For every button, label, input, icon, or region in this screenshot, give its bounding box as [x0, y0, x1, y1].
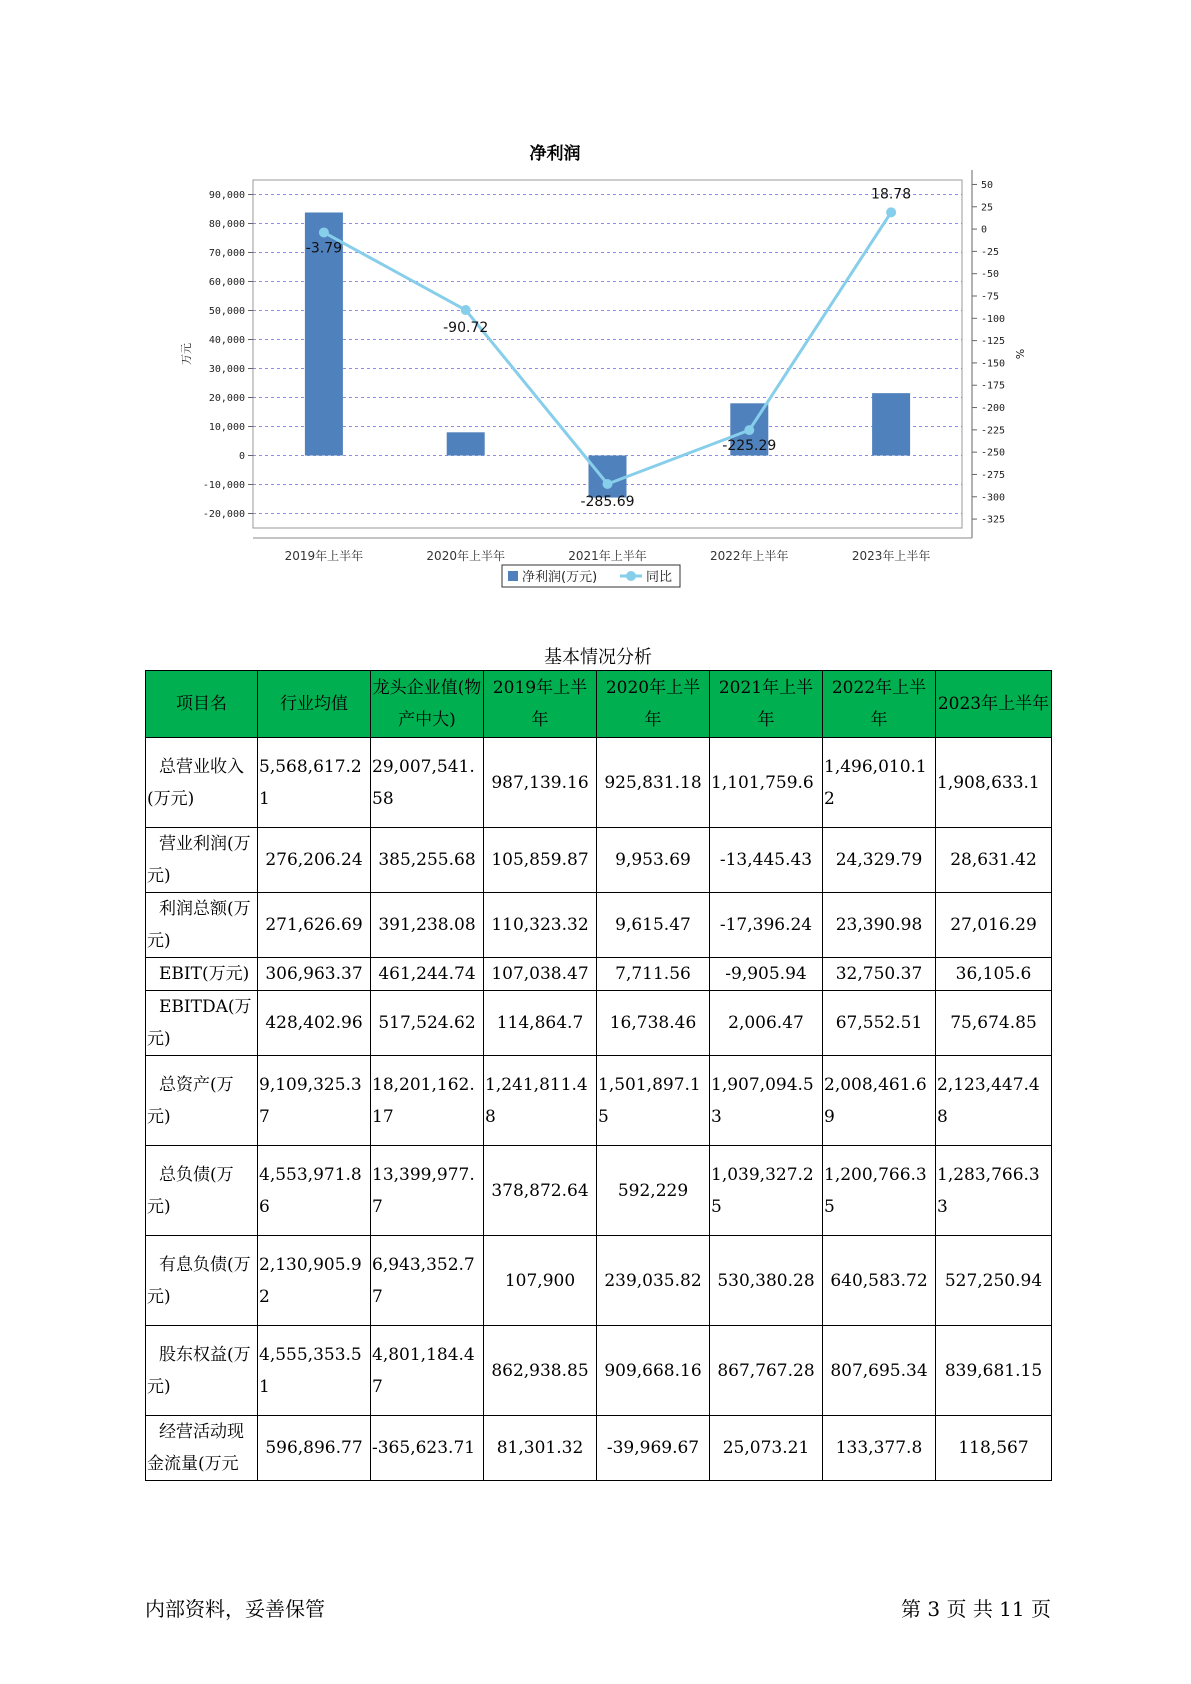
table-cell: 36,105.6: [936, 958, 1052, 991]
table-cell: 18,201,162.17: [371, 1056, 484, 1146]
table-cell: 909,668.16: [597, 1326, 710, 1416]
table-row: [146, 1236, 1052, 1326]
table-row: [146, 738, 1052, 828]
table-cell: 133,377.8: [823, 1416, 936, 1481]
table-cell: 32,750.37: [823, 958, 936, 991]
table-cell: 1,908,633.1: [936, 738, 1052, 828]
data-label-2: -285.69: [580, 494, 635, 511]
data-label-4: 18.78: [871, 186, 912, 203]
table-cell: 110,323.32: [484, 893, 597, 958]
y-tick-label: 60,000: [208, 277, 245, 288]
y2-tick-label: 0: [981, 224, 988, 236]
table-cell: 2,130,905.92: [258, 1236, 371, 1326]
table-cell: 114,864.7: [484, 991, 597, 1056]
data-label-0: -3.79: [305, 240, 343, 257]
yoy-point-4: [886, 207, 896, 217]
table-cell: 862,938.85: [484, 1326, 597, 1416]
table-cell: 9,615.47: [597, 893, 710, 958]
table-cell: 640,583.72: [823, 1236, 936, 1326]
y-tick-label: 50,000: [208, 306, 245, 317]
table-cell: 13,399,977.7: [371, 1146, 484, 1236]
table-cell: 925,831.18: [597, 738, 710, 828]
y2-tick-label: -175: [981, 380, 1006, 392]
table-row: [146, 1326, 1052, 1416]
table-cell: 428,402.96: [258, 991, 371, 1056]
table-cell: 385,255.68: [371, 828, 484, 893]
x-tick-label: 2021年上半年: [568, 549, 647, 563]
table-cell: 9,109,325.37: [258, 1056, 371, 1146]
table-cell: 16,738.46: [597, 991, 710, 1056]
table-cell: 1,039,327.25: [710, 1146, 823, 1236]
y2-tick-label: -200: [981, 403, 1006, 415]
y2-tick-label: -300: [981, 492, 1006, 504]
data-label-3: -225.29: [722, 438, 777, 455]
table-cell: 2,008,461.69: [823, 1056, 936, 1146]
table-cell: 306,963.37: [258, 958, 371, 991]
y-tick-label: 0: [238, 451, 245, 462]
table-row: [146, 958, 1052, 991]
chart-title: 净利润: [529, 144, 581, 164]
y2-tick-label: 50: [981, 179, 994, 191]
table-cell: -365,623.71: [371, 1416, 484, 1481]
table-cell: 107,038.47: [484, 958, 597, 991]
table-cell: -39,969.67: [597, 1416, 710, 1481]
basic-analysis-table: [145, 670, 1052, 1481]
y-tick-label: 30,000: [208, 364, 245, 375]
y2-tick-label: -50: [981, 269, 1000, 281]
table-cell: 987,139.16: [484, 738, 597, 828]
chart-svg: [150, 130, 1050, 600]
col-header-6: 2022年上半年: [823, 671, 936, 738]
legend-bar-label: 净利润(万元): [522, 570, 598, 585]
x-tick-label: 2022年上半年: [710, 549, 789, 563]
table-cell: -17,396.24: [710, 893, 823, 958]
table-cell: 24,329.79: [823, 828, 936, 893]
y-tick-label: 20,000: [208, 393, 245, 404]
y2-tick-label: -225: [981, 425, 1006, 437]
legend-line-label: 同比: [646, 570, 673, 585]
y-tick-label: 10,000: [208, 422, 245, 433]
y2-tick-label: -100: [981, 313, 1006, 325]
table-cell: 391,238.08: [371, 893, 484, 958]
table-cell: 2,123,447.48: [936, 1056, 1052, 1146]
yoy-point-2: [603, 479, 613, 489]
x-tick-label: 2019年上半年: [284, 549, 364, 563]
table-header-row: [146, 671, 1052, 738]
table-cell: -13,445.43: [710, 828, 823, 893]
table-cell: 105,859.87: [484, 828, 597, 893]
footer-page-number: 第 3 页 共 11 页: [901, 1597, 1051, 1621]
yoy-point-3: [744, 425, 754, 435]
y2-tick-label: -275: [981, 469, 1006, 481]
col-header-4: 2020年上半年: [597, 671, 710, 738]
table-row: [146, 828, 1052, 893]
y2-tick-label: -125: [981, 336, 1006, 348]
table-cell: 67,552.51: [823, 991, 936, 1056]
table-cell: 596,896.77: [258, 1416, 371, 1481]
table-cell: 1,501,897.15: [597, 1056, 710, 1146]
table-cell: 75,674.85: [936, 991, 1052, 1056]
y2-tick-label: -75: [981, 291, 1000, 303]
table-cell: 271,626.69: [258, 893, 371, 958]
row-label: EBITDA(万元): [146, 991, 258, 1056]
table-cell: 867,767.28: [710, 1326, 823, 1416]
row-label: 总营业收入(万元): [146, 738, 258, 828]
table-cell: 9,953.69: [597, 828, 710, 893]
y2-tick-label: -150: [981, 358, 1006, 370]
table-cell: 81,301.32: [484, 1416, 597, 1481]
row-label: 股东权益(万元): [146, 1326, 258, 1416]
table-cell: 1,101,759.6: [710, 738, 823, 828]
table-cell: 4,555,353.51: [258, 1326, 371, 1416]
table-cell: 107,900: [484, 1236, 597, 1326]
table-title: 基本情况分析: [544, 647, 652, 668]
y-axis-label: 万元: [180, 343, 193, 365]
table-cell: 29,007,541.58: [371, 738, 484, 828]
col-header-1: 行业均值: [258, 671, 371, 738]
y2-tick-label: -250: [981, 447, 1006, 459]
table-cell: 517,524.62: [371, 991, 484, 1056]
table-cell: 592,229: [597, 1146, 710, 1236]
table-cell: 1,496,010.12: [823, 738, 936, 828]
col-header-3: 2019年上半年: [484, 671, 597, 738]
y-tick-label: 70,000: [208, 248, 245, 259]
col-header-5: 2021年上半年: [710, 671, 823, 738]
col-header-2: 龙头企业值(物产中大): [371, 671, 484, 738]
row-label: 总资产(万元): [146, 1056, 258, 1146]
y2-tick-label: 25: [981, 202, 994, 214]
row-label: 有息负债(万元): [146, 1236, 258, 1326]
footer-confidential: 内部资料，妥善保管: [145, 1597, 325, 1621]
yoy-point-0: [319, 227, 329, 237]
data-label-1: -90.72: [443, 320, 489, 337]
table-cell: 807,695.34: [823, 1326, 936, 1416]
table-cell: 5,568,617.21: [258, 738, 371, 828]
table-cell: 118,567: [936, 1416, 1052, 1481]
row-label: 营业利润(万元): [146, 828, 258, 893]
y-tick-label: 90,000: [208, 190, 245, 201]
table-cell: 276,206.24: [258, 828, 371, 893]
table-cell: 23,390.98: [823, 893, 936, 958]
row-label: 经营活动现金流量(万元: [146, 1416, 258, 1481]
bar-1: [447, 432, 485, 455]
table-cell: 4,801,184.47: [371, 1326, 484, 1416]
table-cell: 530,380.28: [710, 1236, 823, 1326]
col-header-0: 项目名: [146, 671, 258, 738]
table-cell: 2,006.47: [710, 991, 823, 1056]
bar-2: [589, 456, 627, 498]
row-label: EBIT(万元): [146, 958, 258, 991]
table-row: [146, 1146, 1052, 1236]
table-cell: 839,681.15: [936, 1326, 1052, 1416]
table-cell: 27,016.29: [936, 893, 1052, 958]
table-cell: 527,250.94: [936, 1236, 1052, 1326]
table-row: [146, 893, 1052, 958]
table-row: [146, 991, 1052, 1056]
table-row: [146, 1416, 1052, 1481]
y-tick-label: -20,000: [202, 509, 245, 520]
table-cell: -9,905.94: [710, 958, 823, 991]
y-tick-label: -10,000: [202, 480, 245, 491]
table-cell: 378,872.64: [484, 1146, 597, 1236]
y-tick-label: 80,000: [208, 219, 245, 230]
bar-4: [872, 393, 910, 455]
y2-tick-label: -325: [981, 514, 1006, 526]
legend-line-marker: [626, 571, 636, 581]
row-label: 利润总额(万元): [146, 893, 258, 958]
table-cell: 1,241,811.48: [484, 1056, 597, 1146]
table-cell: 28,631.42: [936, 828, 1052, 893]
y2-axis-label: %: [1013, 348, 1026, 360]
row-label: 总负债(万元): [146, 1146, 258, 1236]
table-cell: 1,200,766.35: [823, 1146, 936, 1236]
x-tick-label: 2023年上半年: [851, 549, 931, 563]
legend-bar-swatch: [508, 571, 518, 581]
yoy-point-1: [461, 305, 471, 315]
x-tick-label: 2020年上半年: [426, 549, 505, 563]
table-cell: 1,907,094.53: [710, 1056, 823, 1146]
table-cell: 4,553,971.86: [258, 1146, 371, 1236]
table-cell: 6,943,352.77: [371, 1236, 484, 1326]
y2-tick-label: -25: [981, 246, 1000, 258]
table-cell: 25,073.21: [710, 1416, 823, 1481]
table-row: [146, 1056, 1052, 1146]
net-profit-chart: [150, 130, 1050, 600]
table-cell: 1,283,766.33: [936, 1146, 1052, 1236]
y-tick-label: 40,000: [208, 335, 245, 346]
col-header-7: 2023年上半年: [936, 671, 1052, 738]
table-cell: 239,035.82: [597, 1236, 710, 1326]
table-cell: 461,244.74: [371, 958, 484, 991]
table-cell: 7,711.56: [597, 958, 710, 991]
